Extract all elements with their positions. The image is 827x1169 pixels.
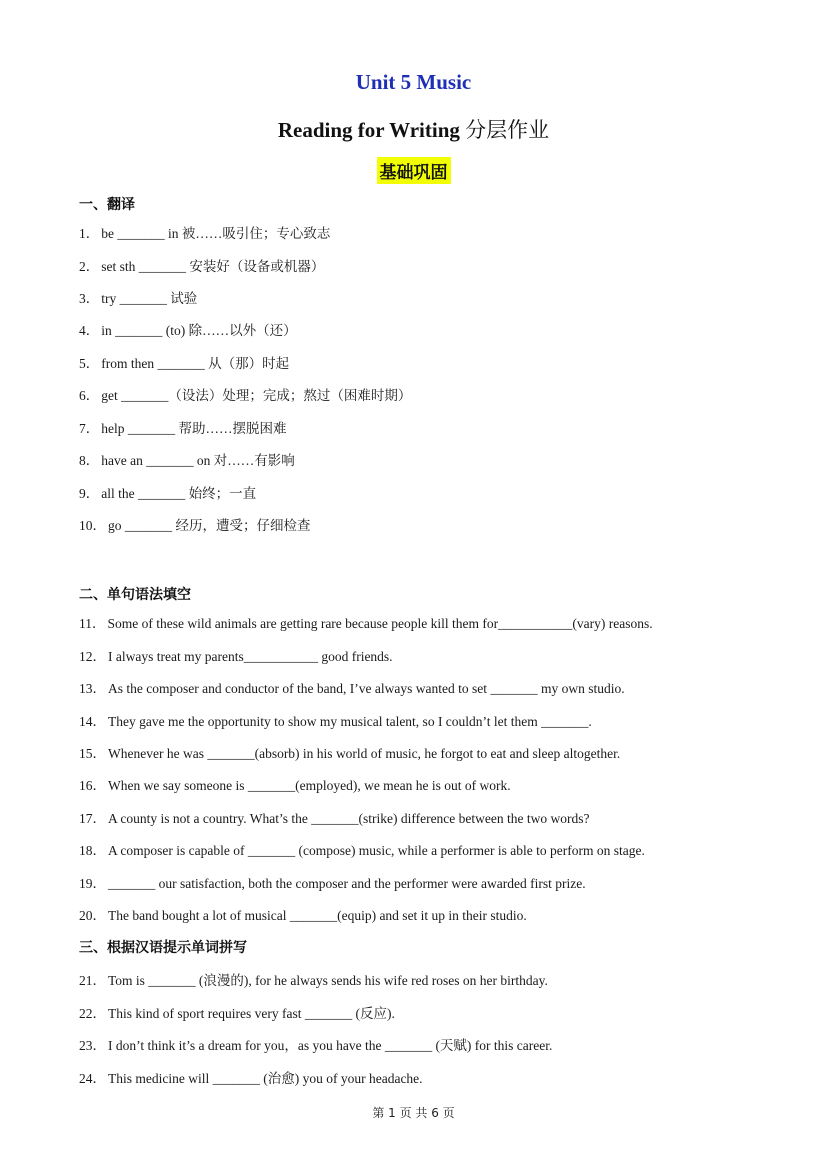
subtitle-english: Reading for Writing <box>277 118 460 142</box>
item-number: 16． <box>79 778 106 793</box>
item-number: 22． <box>79 1006 106 1021</box>
item-number: 4． <box>79 323 100 338</box>
exercise-item <box>79 807 590 827</box>
subtitle-chinese: 分层作业 <box>465 118 550 142</box>
item-text: try _______ 试验 <box>101 291 198 306</box>
item-text: A county is not a country. What’s the _______(strike) difference between the two words? <box>108 811 590 826</box>
item-text: This kind of sport requires very fast _______ (反应). <box>108 1006 395 1021</box>
item-number: 5． <box>79 356 100 371</box>
page-subtitle <box>0 114 827 144</box>
exercise-item <box>79 645 393 665</box>
item-number: 24． <box>79 1071 106 1086</box>
exercise-item <box>79 449 295 469</box>
item-text: The band bought a lot of musical _______(equip) and set it up in their studio. <box>108 908 527 923</box>
item-number: 1． <box>79 226 100 241</box>
level-badge: 基础巩固 <box>377 157 451 184</box>
item-number: 19． <box>79 876 106 891</box>
item-number: 6． <box>79 388 100 403</box>
exercise-item <box>79 384 411 404</box>
exercise-item <box>79 287 197 307</box>
exercise-item <box>79 319 297 339</box>
item-text: Tom is _______ (浪漫的), for he always sends his wife red roses on her birthday. <box>108 973 548 988</box>
item-number: 14． <box>79 714 106 729</box>
item-text: A composer is capable of _______ (compose) music, while a performer is able to perform on stage. <box>108 843 645 858</box>
exercise-item <box>79 904 527 924</box>
exercise-item <box>79 839 645 859</box>
item-number: 13． <box>79 681 106 696</box>
item-text: all the _______ 始终；一直 <box>101 486 257 501</box>
exercise-item <box>79 612 653 632</box>
exercise-item <box>79 514 311 534</box>
exercise-item <box>79 222 330 242</box>
item-number: 15． <box>79 746 106 761</box>
exercise-item <box>79 482 256 502</box>
exercise-item <box>79 774 511 794</box>
item-text: go _______ 经历，遭受；仔细检查 <box>108 518 311 533</box>
level-badge-wrap <box>0 157 827 184</box>
exercise-item <box>79 1034 552 1054</box>
section-heading-grammar: 二、单句语法填空 <box>79 587 191 603</box>
exercise-item <box>79 872 586 892</box>
exercise-item <box>79 677 625 697</box>
item-number: 7． <box>79 421 100 436</box>
item-number: 18． <box>79 843 106 858</box>
item-text: As the composer and conductor of the band, I’ve always wanted to set _______ my own studio. <box>108 681 625 696</box>
item-number: 10． <box>79 518 106 533</box>
item-text: Whenever he was _______(absorb) in his world of music, he forgot to eat and sleep altogether. <box>108 746 621 761</box>
item-number: 12． <box>79 649 106 664</box>
item-text: _______ our satisfaction, both the composer and the performer were awarded first prize. <box>108 876 586 891</box>
item-text: be _______ in 被……吸引住；专心致志 <box>101 226 331 241</box>
section-heading-spelling: 三、根据汉语提示单词拼写 <box>79 940 247 956</box>
item-number: 8． <box>79 453 100 468</box>
item-text: have an _______ on 对……有影响 <box>101 453 295 468</box>
item-number: 9． <box>79 486 100 501</box>
page-title: Unit 5 Music <box>355 70 472 94</box>
item-text: set sth _______ 安装好（设备或机器） <box>101 259 325 274</box>
item-text: I always treat my parents___________ good friends. <box>108 649 393 664</box>
item-number: 11． <box>79 616 106 631</box>
exercise-item <box>79 969 548 989</box>
exercise-item <box>79 1002 395 1022</box>
section-heading-translation: 一、翻译 <box>79 197 135 213</box>
item-text: This medicine will _______ (治愈) you of your headache. <box>108 1071 423 1086</box>
item-text: in _______ (to) 除……以外（还） <box>101 323 297 338</box>
item-text: When we say someone is _______(employed), we mean he is out of work. <box>108 778 511 793</box>
exercise-item <box>79 417 287 437</box>
exercise-item <box>79 742 620 762</box>
exercise-item <box>79 255 324 275</box>
item-text: I don’t think it’s a dream for you，as you have the _______ (天赋) for this career. <box>108 1038 553 1053</box>
item-number: 17． <box>79 811 106 826</box>
page-footer: 第 1 页 共 6 页 <box>372 1106 455 1120</box>
item-number: 3． <box>79 291 100 306</box>
item-number: 23． <box>79 1038 106 1053</box>
item-number: 21． <box>79 973 106 988</box>
item-number: 2． <box>79 259 100 274</box>
item-text: get _______（设法）处理；完成；熬过（困难时期） <box>101 388 412 403</box>
exercise-item <box>79 352 289 372</box>
item-text: Some of these wild animals are getting rare because people kill them for___________(vary) reasons. <box>107 616 653 631</box>
item-text: They gave me the opportunity to show my musical talent, so I couldn’t let them _______. <box>108 714 592 729</box>
item-text: from then _______ 从（那）时起 <box>101 356 290 371</box>
item-text: help _______ 帮助……摆脱困难 <box>101 421 287 436</box>
exercise-item <box>79 710 592 730</box>
exercise-item <box>79 1067 423 1087</box>
item-number: 20． <box>79 908 106 923</box>
